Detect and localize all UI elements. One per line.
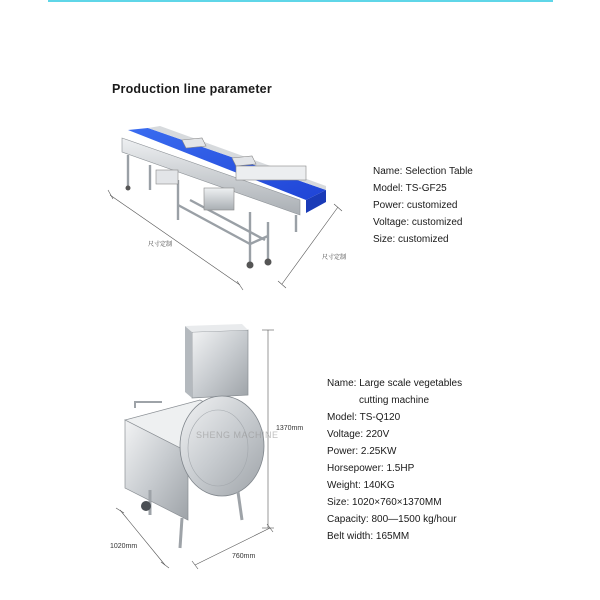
dimension-label-depth: 1020mm: [110, 543, 138, 550]
cutting-machine-specs: [327, 375, 462, 545]
spec-voltage: Voltage: customized: [373, 217, 463, 228]
dimension-label-height: 1370mm: [276, 425, 304, 432]
spec-voltage: Voltage: 220V: [327, 429, 390, 440]
spec-model: Model: TS-Q120: [327, 412, 401, 423]
spec-power: Power: customized: [373, 200, 458, 211]
spec-capacity: Capacity: 800—1500 kg/hour: [327, 514, 457, 525]
spec-name: Name: Large scale vegetables: [327, 378, 463, 389]
dimension-label-breadth: 760mm: [232, 553, 256, 560]
spec-name: Name: Selection Table: [373, 166, 473, 177]
dimension-label-width: 尺寸定制: [322, 255, 347, 261]
watermark-text: SHENG MACHINE: [196, 430, 279, 440]
spec-belt-width: Belt width: 165MM: [327, 531, 410, 542]
spec-size: Size: 1020×760×1370MM: [327, 497, 442, 508]
spec-horsepower: Horsepower: 1.5HP: [327, 463, 415, 474]
spec-model: Model: TS-GF25: [373, 183, 447, 194]
spec-weight: Weight: 140KG: [327, 480, 395, 491]
spec-size: Size: customized: [373, 234, 449, 245]
spec-power: Power: 2.25KW: [327, 446, 397, 457]
selection-table-specs: [373, 163, 473, 248]
dimension-label-length: 尺寸定制: [148, 242, 173, 248]
spec-name-continued: cutting machine: [359, 395, 430, 406]
section-title: Production line parameter: [112, 82, 272, 96]
